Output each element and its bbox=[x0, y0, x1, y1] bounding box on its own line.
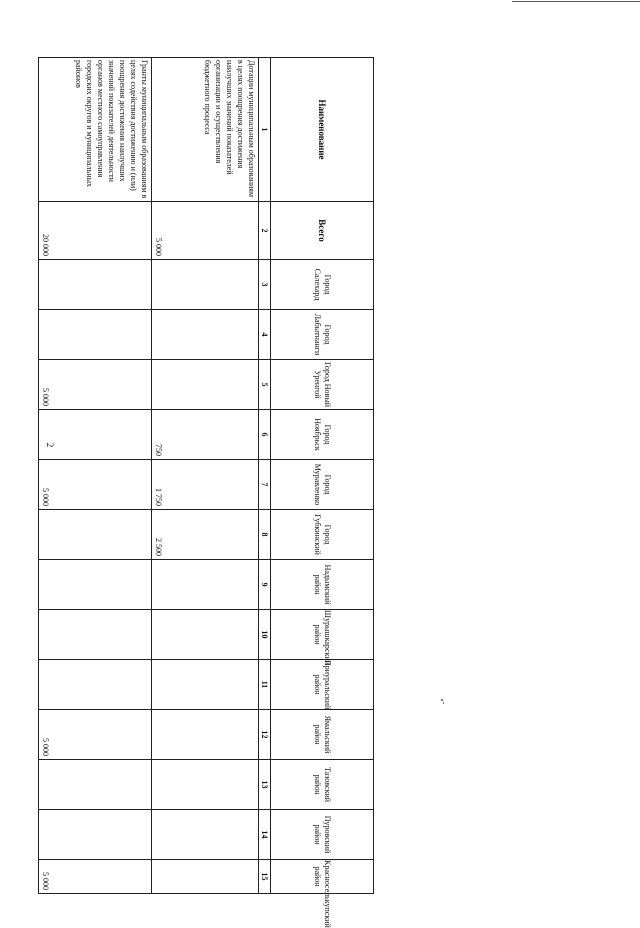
header-cell-noyabrsk: Город Ноябрьск bbox=[271, 410, 374, 460]
header-cell-purovsky: Пуровский район bbox=[271, 810, 374, 860]
value-cell bbox=[39, 202, 152, 260]
header-cell-muravlenko: Город Муравленко bbox=[271, 460, 374, 510]
value-cell bbox=[152, 610, 259, 660]
column-number: 3 bbox=[259, 260, 271, 310]
scan-speck bbox=[443, 702, 444, 704]
value-cell bbox=[152, 202, 259, 260]
header-cell-gubkinsky: Город Губкинский bbox=[271, 510, 374, 560]
header-cell-labytnangi: Город Лабытнанги bbox=[271, 310, 374, 360]
value-cell bbox=[39, 310, 152, 360]
value-cell bbox=[39, 710, 152, 760]
top-rule bbox=[512, 1, 640, 2]
table-row-dotations bbox=[152, 58, 259, 894]
value-cell bbox=[39, 560, 152, 610]
value-cell bbox=[152, 710, 259, 760]
header-cell-krasnoselkupsky: Красноселькупский район bbox=[271, 860, 374, 894]
header-cell-novy-urengoy: Город Новый Уренгой bbox=[271, 360, 374, 410]
cell-value: 5 000 bbox=[41, 388, 50, 406]
value-cell bbox=[152, 760, 259, 810]
value-cell bbox=[39, 760, 152, 810]
cell-value: 5 000 bbox=[154, 238, 163, 256]
value-cell bbox=[152, 460, 259, 510]
column-number: 7 bbox=[259, 460, 271, 510]
header-cell-nadym: Надымский район bbox=[271, 560, 374, 610]
value-cell bbox=[152, 810, 259, 860]
column-number-row bbox=[259, 58, 271, 894]
value-cell bbox=[152, 860, 259, 894]
column-number: 15 bbox=[259, 860, 271, 894]
value-cell bbox=[39, 460, 152, 510]
value-cell bbox=[39, 610, 152, 660]
subsidy-distribution-table bbox=[38, 57, 374, 928]
value-cell bbox=[39, 360, 152, 410]
value-cell bbox=[152, 510, 259, 560]
value-cell bbox=[39, 510, 152, 560]
header-cell-tazovsky: Тазовский район bbox=[271, 760, 374, 810]
cell-value: 750 bbox=[154, 444, 163, 456]
column-number: 11 bbox=[259, 660, 271, 710]
page-number: 2 bbox=[45, 442, 55, 448]
scan-speck bbox=[441, 699, 443, 701]
value-cell bbox=[39, 260, 152, 310]
column-number: 2 bbox=[259, 202, 271, 260]
column-number: 1 bbox=[259, 58, 271, 202]
column-number: 6 bbox=[259, 410, 271, 460]
row-name: Гранты муниципальным образованиям в целях содействия достижению и (или) поощрения достижения наилучших значений показателей деятельности органов местного самоуправления городских округов и муниципальных районов bbox=[39, 58, 152, 202]
column-number: 13 bbox=[259, 760, 271, 810]
cell-value: 5 000 bbox=[41, 738, 50, 756]
column-number: 14 bbox=[259, 810, 271, 860]
table-row-grants bbox=[39, 58, 152, 894]
value-cell bbox=[152, 360, 259, 410]
cell-value: 5 000 bbox=[41, 488, 50, 506]
rotated-table-sheet bbox=[41, 57, 374, 928]
value-cell bbox=[39, 810, 152, 860]
column-number: 9 bbox=[259, 560, 271, 610]
value-cell bbox=[39, 410, 152, 460]
value-cell bbox=[152, 660, 259, 710]
header-cell-yamalsky: Ямальский район bbox=[271, 710, 374, 760]
column-number: 4 bbox=[259, 310, 271, 360]
header-cell-shuryshkary: Шурышкарский район bbox=[271, 610, 374, 660]
header-cell-total: Всего bbox=[271, 202, 374, 260]
column-number: 8 bbox=[259, 510, 271, 560]
row-name: Дотации муниципальным образованиям в целях поощрения достижения наилучших значений показателей организации и осуществления бюджетного процесса bbox=[152, 58, 259, 202]
value-cell bbox=[39, 860, 152, 894]
header-cell-name: Наименование bbox=[271, 58, 374, 202]
value-cell bbox=[152, 410, 259, 460]
cell-value: 20 000 bbox=[41, 234, 50, 256]
cell-value: 5 000 bbox=[41, 872, 50, 890]
header-cell-salekhard: Город Салехард bbox=[271, 260, 374, 310]
value-cell bbox=[152, 560, 259, 610]
cell-value: 1 750 bbox=[154, 488, 163, 506]
value-cell bbox=[152, 310, 259, 360]
column-number: 5 bbox=[259, 360, 271, 410]
column-number: 10 bbox=[259, 610, 271, 660]
header-row bbox=[271, 58, 374, 894]
value-cell bbox=[152, 260, 259, 310]
header-cell-priuralsky: Приуральский район bbox=[271, 660, 374, 710]
cell-value: 2 500 bbox=[154, 538, 163, 556]
column-number: 12 bbox=[259, 710, 271, 760]
value-cell bbox=[39, 660, 152, 710]
